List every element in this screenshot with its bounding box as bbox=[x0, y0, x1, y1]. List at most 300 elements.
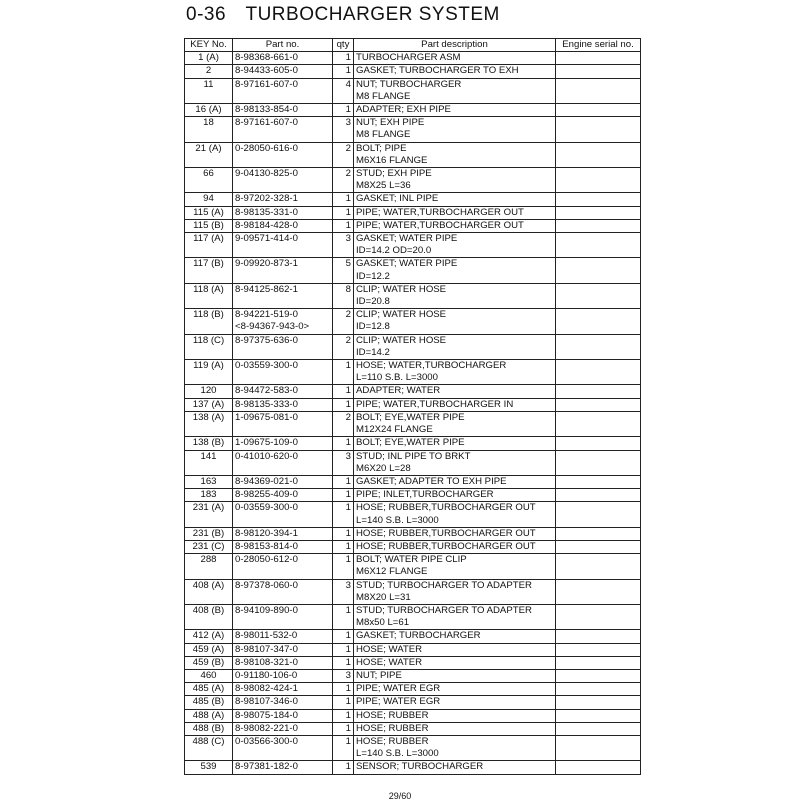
key-no-cell: 1 (A) bbox=[185, 52, 233, 65]
part-no-cell bbox=[233, 579, 333, 604]
part-line: <8-94367-943-0> bbox=[235, 321, 310, 333]
qty-cell: 1 bbox=[333, 630, 354, 643]
key-no-cell: 231 (C) bbox=[185, 540, 233, 553]
desc-line: TURBOCHARGER ASM bbox=[356, 52, 461, 64]
qty-cell: 2 bbox=[333, 411, 354, 436]
desc-line: L=140 S.B. L=3000 bbox=[356, 748, 439, 760]
key-no-cell: 459 (A) bbox=[185, 643, 233, 656]
qty-cell: 2 bbox=[333, 309, 354, 334]
table-row bbox=[185, 579, 641, 604]
part-description-cell bbox=[354, 579, 556, 604]
part-no-cell bbox=[233, 142, 333, 167]
part-line: 8-98135-333-0 bbox=[235, 398, 298, 410]
header-part-no: Part no. bbox=[233, 39, 333, 52]
qty-cell: 1 bbox=[333, 554, 354, 579]
header-engine-serial-no: Engine serial no. bbox=[556, 39, 641, 52]
qty-cell: 3 bbox=[333, 117, 354, 142]
engine-serial-cell bbox=[556, 709, 641, 722]
qty-cell: 1 bbox=[333, 65, 354, 78]
desc-line: ADAPTER; WATER bbox=[356, 385, 441, 397]
desc-line: GASKET; TURBOCHARGER bbox=[356, 630, 481, 642]
desc-line: L=140 S.B. L=3000 bbox=[356, 514, 439, 526]
engine-serial-cell bbox=[556, 669, 641, 682]
qty-cell: 1 bbox=[333, 398, 354, 411]
part-no-cell bbox=[233, 475, 333, 488]
key-no-cell: 118 (A) bbox=[185, 283, 233, 308]
qty-cell: 1 bbox=[333, 696, 354, 709]
desc-line: STUD; TURBOCHARGER TO ADAPTER bbox=[356, 604, 532, 616]
key-no-cell: 408 (A) bbox=[185, 579, 233, 604]
desc-line: ID=20.8 bbox=[356, 296, 390, 308]
engine-serial-cell bbox=[556, 450, 641, 475]
part-description-cell bbox=[354, 722, 556, 735]
desc-line: HOSE; WATER bbox=[356, 643, 423, 655]
qty-cell: 1 bbox=[333, 643, 354, 656]
qty-cell: 1 bbox=[333, 656, 354, 669]
qty-cell: 3 bbox=[333, 579, 354, 604]
table-row bbox=[185, 206, 641, 219]
part-description-cell bbox=[354, 168, 556, 193]
engine-serial-cell bbox=[556, 735, 641, 760]
table-row bbox=[185, 309, 641, 334]
part-line: 8-97161-607-0 bbox=[235, 117, 298, 129]
part-line: 0-03566-300-0 bbox=[235, 735, 298, 747]
table-body bbox=[185, 52, 641, 774]
desc-line: M6X12 FLANGE bbox=[356, 566, 428, 578]
engine-serial-cell bbox=[556, 411, 641, 436]
part-line: 0-28050-612-0 bbox=[235, 554, 298, 566]
part-description-cell bbox=[354, 761, 556, 774]
part-description-cell bbox=[354, 683, 556, 696]
qty-cell: 1 bbox=[333, 360, 354, 385]
part-no-cell bbox=[233, 656, 333, 669]
part-no-cell bbox=[233, 65, 333, 78]
key-no-cell: 183 bbox=[185, 489, 233, 502]
part-description-cell bbox=[354, 709, 556, 722]
desc-line: BOLT; WATER PIPE CLIP bbox=[356, 554, 467, 566]
part-line: 8-97375-636-0 bbox=[235, 334, 298, 346]
part-description-cell bbox=[354, 65, 556, 78]
desc-line: GASKET; WATER PIPE bbox=[356, 258, 458, 270]
table-row bbox=[185, 683, 641, 696]
desc-line: GASKET; ADAPTER TO EXH PIPE bbox=[356, 475, 507, 487]
engine-serial-cell bbox=[556, 206, 641, 219]
key-no-cell: 488 (B) bbox=[185, 722, 233, 735]
desc-line: STUD; EXH PIPE bbox=[356, 168, 432, 180]
part-description-cell bbox=[354, 78, 556, 103]
desc-line: PIPE; WATER,TURBOCHARGER IN bbox=[356, 398, 514, 410]
part-description-cell bbox=[354, 540, 556, 553]
key-no-cell: 2 bbox=[185, 65, 233, 78]
table-row bbox=[185, 709, 641, 722]
desc-line: M8 FLANGE bbox=[356, 90, 411, 102]
qty-cell: 1 bbox=[333, 475, 354, 488]
key-no-cell: 412 (A) bbox=[185, 630, 233, 643]
part-line: 8-98133-854-0 bbox=[235, 104, 298, 116]
engine-serial-cell bbox=[556, 527, 641, 540]
part-no-cell bbox=[233, 604, 333, 629]
part-no-cell bbox=[233, 527, 333, 540]
table-row bbox=[185, 540, 641, 553]
part-line: 9-09571-414-0 bbox=[235, 233, 298, 245]
part-no-cell bbox=[233, 437, 333, 450]
qty-cell: 3 bbox=[333, 450, 354, 475]
desc-line: PIPE; WATER,TURBOCHARGER OUT bbox=[356, 219, 524, 231]
table-row bbox=[185, 489, 641, 502]
engine-serial-cell bbox=[556, 722, 641, 735]
part-description-cell bbox=[354, 411, 556, 436]
key-no-cell: 16 (A) bbox=[185, 104, 233, 117]
table-row bbox=[185, 360, 641, 385]
engine-serial-cell bbox=[556, 489, 641, 502]
part-no-cell bbox=[233, 735, 333, 760]
table-row bbox=[185, 761, 641, 774]
part-description-cell bbox=[354, 206, 556, 219]
part-description-cell bbox=[354, 475, 556, 488]
desc-line: M8X20 L=31 bbox=[356, 591, 411, 603]
key-no-cell: 66 bbox=[185, 168, 233, 193]
desc-line: GASKET; INL PIPE bbox=[356, 193, 439, 205]
part-description-cell bbox=[354, 437, 556, 450]
part-description-cell bbox=[354, 735, 556, 760]
part-description-cell bbox=[354, 283, 556, 308]
desc-line: M8x50 L=61 bbox=[356, 617, 410, 629]
table-row bbox=[185, 104, 641, 117]
key-no-cell: 231 (A) bbox=[185, 502, 233, 527]
qty-cell: 1 bbox=[333, 709, 354, 722]
part-no-cell bbox=[233, 117, 333, 142]
part-no-cell bbox=[233, 398, 333, 411]
key-no-cell: 459 (B) bbox=[185, 656, 233, 669]
engine-serial-cell bbox=[556, 579, 641, 604]
part-line: 0-28050-616-0 bbox=[235, 142, 298, 154]
part-description-cell bbox=[354, 527, 556, 540]
part-line: 8-98107-347-0 bbox=[235, 643, 298, 655]
table-row bbox=[185, 669, 641, 682]
table-row bbox=[185, 643, 641, 656]
part-no-cell bbox=[233, 683, 333, 696]
qty-cell: 1 bbox=[333, 527, 354, 540]
desc-line: HOSE; RUBBER,TURBOCHARGER OUT bbox=[356, 540, 536, 552]
part-description-cell bbox=[354, 489, 556, 502]
part-description-cell bbox=[354, 450, 556, 475]
desc-line: HOSE; RUBBER bbox=[356, 722, 429, 734]
engine-serial-cell bbox=[556, 643, 641, 656]
key-no-cell: 94 bbox=[185, 193, 233, 206]
table-row bbox=[185, 656, 641, 669]
part-line: 8-98255-409-0 bbox=[235, 489, 298, 501]
part-description-cell bbox=[354, 398, 556, 411]
desc-line: PIPE; WATER EGR bbox=[356, 683, 441, 695]
part-no-cell bbox=[233, 78, 333, 103]
desc-line: HOSE; RUBBER bbox=[356, 735, 429, 747]
page-number: 29/60 bbox=[388, 791, 412, 801]
qty-cell: 1 bbox=[333, 604, 354, 629]
engine-serial-cell bbox=[556, 168, 641, 193]
part-no-cell bbox=[233, 258, 333, 283]
qty-cell: 4 bbox=[333, 78, 354, 103]
part-line: 8-97161-607-0 bbox=[235, 78, 298, 90]
key-no-cell: 137 (A) bbox=[185, 398, 233, 411]
engine-serial-cell bbox=[556, 502, 641, 527]
part-no-cell bbox=[233, 450, 333, 475]
part-no-cell bbox=[233, 709, 333, 722]
desc-line: NUT; EXH PIPE bbox=[356, 117, 425, 129]
key-no-cell: 21 (A) bbox=[185, 142, 233, 167]
key-no-cell: 18 bbox=[185, 117, 233, 142]
qty-cell: 1 bbox=[333, 735, 354, 760]
qty-cell: 1 bbox=[333, 722, 354, 735]
desc-line: GASKET; WATER PIPE bbox=[356, 233, 458, 245]
key-no-cell: 539 bbox=[185, 761, 233, 774]
table-row bbox=[185, 696, 641, 709]
part-no-cell bbox=[233, 104, 333, 117]
part-description-cell bbox=[354, 604, 556, 629]
part-line: 8-94433-605-0 bbox=[235, 65, 298, 77]
part-line: 8-94125-862-1 bbox=[235, 283, 298, 295]
engine-serial-cell bbox=[556, 761, 641, 774]
desc-line: PIPE; INLET,TURBOCHARGER bbox=[356, 489, 494, 501]
engine-serial-cell bbox=[556, 630, 641, 643]
section-number: 0-36 bbox=[186, 4, 227, 25]
part-no-cell bbox=[233, 554, 333, 579]
part-no-cell bbox=[233, 630, 333, 643]
key-no-cell: 117 (A) bbox=[185, 233, 233, 258]
table-row bbox=[185, 65, 641, 78]
header-key-no: KEY No. bbox=[185, 39, 233, 52]
part-line: 8-98082-221-0 bbox=[235, 722, 298, 734]
key-no-cell: 117 (B) bbox=[185, 258, 233, 283]
part-line: 8-98011-532-0 bbox=[235, 630, 298, 642]
key-no-cell: 231 (B) bbox=[185, 527, 233, 540]
part-line: 8-98082-424-1 bbox=[235, 683, 298, 695]
part-description-cell bbox=[354, 669, 556, 682]
part-line: 8-98153-814-0 bbox=[235, 540, 298, 552]
qty-cell: 1 bbox=[333, 761, 354, 774]
key-no-cell: 485 (B) bbox=[185, 696, 233, 709]
engine-serial-cell bbox=[556, 475, 641, 488]
key-no-cell: 488 (A) bbox=[185, 709, 233, 722]
desc-line: PIPE; WATER,TURBOCHARGER OUT bbox=[356, 206, 524, 218]
part-no-cell bbox=[233, 283, 333, 308]
desc-line: NUT; TURBOCHARGER bbox=[356, 78, 462, 90]
key-no-cell: 488 (C) bbox=[185, 735, 233, 760]
key-no-cell: 138 (A) bbox=[185, 411, 233, 436]
desc-line: HOSE; WATER,TURBOCHARGER bbox=[356, 360, 507, 372]
desc-line: M6X20 L=28 bbox=[356, 462, 411, 474]
part-description-cell bbox=[354, 334, 556, 359]
engine-serial-cell bbox=[556, 65, 641, 78]
engine-serial-cell bbox=[556, 193, 641, 206]
part-description-cell bbox=[354, 104, 556, 117]
table-row bbox=[185, 385, 641, 398]
part-line: 1-09675-081-0 bbox=[235, 411, 298, 423]
engine-serial-cell bbox=[556, 334, 641, 359]
table-header-row bbox=[185, 39, 641, 52]
desc-line: SENSOR; TURBOCHARGER bbox=[356, 761, 484, 773]
table-row bbox=[185, 450, 641, 475]
engine-serial-cell bbox=[556, 683, 641, 696]
engine-serial-cell bbox=[556, 360, 641, 385]
desc-line: BOLT; EYE,WATER PIPE bbox=[356, 437, 465, 449]
part-no-cell bbox=[233, 761, 333, 774]
part-line: 8-98184-428-0 bbox=[235, 219, 298, 231]
table-row bbox=[185, 193, 641, 206]
part-no-cell bbox=[233, 643, 333, 656]
qty-cell: 1 bbox=[333, 683, 354, 696]
part-line: 0-03559-300-0 bbox=[235, 502, 298, 514]
part-line: 0-41010-620-0 bbox=[235, 450, 298, 462]
engine-serial-cell bbox=[556, 385, 641, 398]
qty-cell: 3 bbox=[333, 669, 354, 682]
part-no-cell bbox=[233, 168, 333, 193]
part-line: 8-97202-328-1 bbox=[235, 193, 298, 205]
qty-cell: 1 bbox=[333, 437, 354, 450]
part-no-cell bbox=[233, 334, 333, 359]
part-description-cell bbox=[354, 142, 556, 167]
section-title: TURBOCHARGER SYSTEM bbox=[245, 4, 500, 25]
qty-cell: 5 bbox=[333, 258, 354, 283]
part-description-cell bbox=[354, 193, 556, 206]
desc-line: ID=14.2 bbox=[356, 346, 390, 358]
desc-line: HOSE; WATER bbox=[356, 656, 423, 668]
part-description-cell bbox=[354, 219, 556, 232]
key-no-cell: 408 (B) bbox=[185, 604, 233, 629]
engine-serial-cell bbox=[556, 604, 641, 629]
desc-line: M8X25 L=36 bbox=[356, 180, 411, 192]
key-no-cell: 115 (B) bbox=[185, 219, 233, 232]
part-no-cell bbox=[233, 309, 333, 334]
key-no-cell: 118 (B) bbox=[185, 309, 233, 334]
desc-line: ID=12.8 bbox=[356, 321, 390, 333]
engine-serial-cell bbox=[556, 117, 641, 142]
engine-serial-cell bbox=[556, 78, 641, 103]
table-row bbox=[185, 502, 641, 527]
desc-line: STUD; INL PIPE TO BRKT bbox=[356, 450, 471, 462]
engine-serial-cell bbox=[556, 283, 641, 308]
qty-cell: 1 bbox=[333, 385, 354, 398]
qty-cell: 1 bbox=[333, 219, 354, 232]
part-line: 8-97381-182-0 bbox=[235, 761, 298, 773]
qty-cell: 1 bbox=[333, 502, 354, 527]
engine-serial-cell bbox=[556, 540, 641, 553]
part-description-cell bbox=[354, 309, 556, 334]
part-description-cell bbox=[354, 360, 556, 385]
qty-cell: 3 bbox=[333, 233, 354, 258]
table-row bbox=[185, 604, 641, 629]
desc-line: STUD; TURBOCHARGER TO ADAPTER bbox=[356, 579, 532, 591]
engine-serial-cell bbox=[556, 52, 641, 65]
desc-line: CLIP; WATER HOSE bbox=[356, 334, 447, 346]
desc-line: L=110 S.B. L=3000 bbox=[356, 372, 438, 384]
qty-cell: 1 bbox=[333, 52, 354, 65]
engine-serial-cell bbox=[556, 656, 641, 669]
key-no-cell: 138 (B) bbox=[185, 437, 233, 450]
part-no-cell bbox=[233, 206, 333, 219]
engine-serial-cell bbox=[556, 696, 641, 709]
key-no-cell: 288 bbox=[185, 554, 233, 579]
part-no-cell bbox=[233, 193, 333, 206]
header-qty: qty bbox=[333, 39, 354, 52]
desc-line: ID=12.2 bbox=[356, 270, 390, 282]
part-description-cell bbox=[354, 385, 556, 398]
qty-cell: 1 bbox=[333, 489, 354, 502]
desc-line: ID=14.2 OD=20.0 bbox=[356, 245, 432, 257]
key-no-cell: 11 bbox=[185, 78, 233, 103]
part-description-cell bbox=[354, 502, 556, 527]
table-row bbox=[185, 630, 641, 643]
page-title bbox=[186, 4, 500, 26]
engine-serial-cell bbox=[556, 219, 641, 232]
table-row bbox=[185, 142, 641, 167]
part-description-cell bbox=[354, 233, 556, 258]
part-no-cell bbox=[233, 669, 333, 682]
table-row bbox=[185, 722, 641, 735]
part-line: 1-09675-109-0 bbox=[235, 437, 298, 449]
desc-line: HOSE; RUBBER bbox=[356, 709, 429, 721]
part-line: 0-03559-300-0 bbox=[235, 360, 298, 372]
table-row bbox=[185, 168, 641, 193]
table-row bbox=[185, 117, 641, 142]
qty-cell: 1 bbox=[333, 540, 354, 553]
desc-line: HOSE; RUBBER,TURBOCHARGER OUT bbox=[356, 502, 536, 514]
qty-cell: 1 bbox=[333, 206, 354, 219]
part-line: 9-04130-825-0 bbox=[235, 168, 298, 180]
key-no-cell: 141 bbox=[185, 450, 233, 475]
key-no-cell: 485 (A) bbox=[185, 683, 233, 696]
engine-serial-cell bbox=[556, 554, 641, 579]
qty-cell: 2 bbox=[333, 142, 354, 167]
key-no-cell: 120 bbox=[185, 385, 233, 398]
table-row bbox=[185, 233, 641, 258]
part-no-cell bbox=[233, 696, 333, 709]
qty-cell: 8 bbox=[333, 283, 354, 308]
part-line: 8-97378-060-0 bbox=[235, 579, 298, 591]
key-no-cell: 460 bbox=[185, 669, 233, 682]
part-no-cell bbox=[233, 502, 333, 527]
part-no-cell bbox=[233, 385, 333, 398]
part-description-cell bbox=[354, 643, 556, 656]
part-description-cell bbox=[354, 656, 556, 669]
key-no-cell: 119 (A) bbox=[185, 360, 233, 385]
engine-serial-cell bbox=[556, 437, 641, 450]
part-line: 8-98120-394-1 bbox=[235, 527, 298, 539]
table-row bbox=[185, 283, 641, 308]
table-row bbox=[185, 219, 641, 232]
header-part-description: Part description bbox=[354, 39, 556, 52]
desc-line: GASKET; TURBOCHARGER TO EXH bbox=[356, 65, 519, 77]
part-line: 8-94109-890-0 bbox=[235, 604, 298, 616]
table-row bbox=[185, 398, 641, 411]
engine-serial-cell bbox=[556, 233, 641, 258]
table-row bbox=[185, 554, 641, 579]
engine-serial-cell bbox=[556, 258, 641, 283]
part-no-cell bbox=[233, 411, 333, 436]
desc-line: CLIP; WATER HOSE bbox=[356, 309, 447, 321]
desc-line: M8 FLANGE bbox=[356, 129, 411, 141]
key-no-cell: 118 (C) bbox=[185, 334, 233, 359]
part-line: 8-98368-661-0 bbox=[235, 52, 298, 64]
part-line: 8-98107-346-0 bbox=[235, 696, 298, 708]
desc-line: NUT; PIPE bbox=[356, 669, 402, 681]
table-row bbox=[185, 437, 641, 450]
table-row bbox=[185, 527, 641, 540]
key-no-cell: 115 (A) bbox=[185, 206, 233, 219]
qty-cell: 1 bbox=[333, 193, 354, 206]
part-line: 0-91180-106-0 bbox=[235, 669, 298, 681]
engine-serial-cell bbox=[556, 398, 641, 411]
table-row bbox=[185, 52, 641, 65]
